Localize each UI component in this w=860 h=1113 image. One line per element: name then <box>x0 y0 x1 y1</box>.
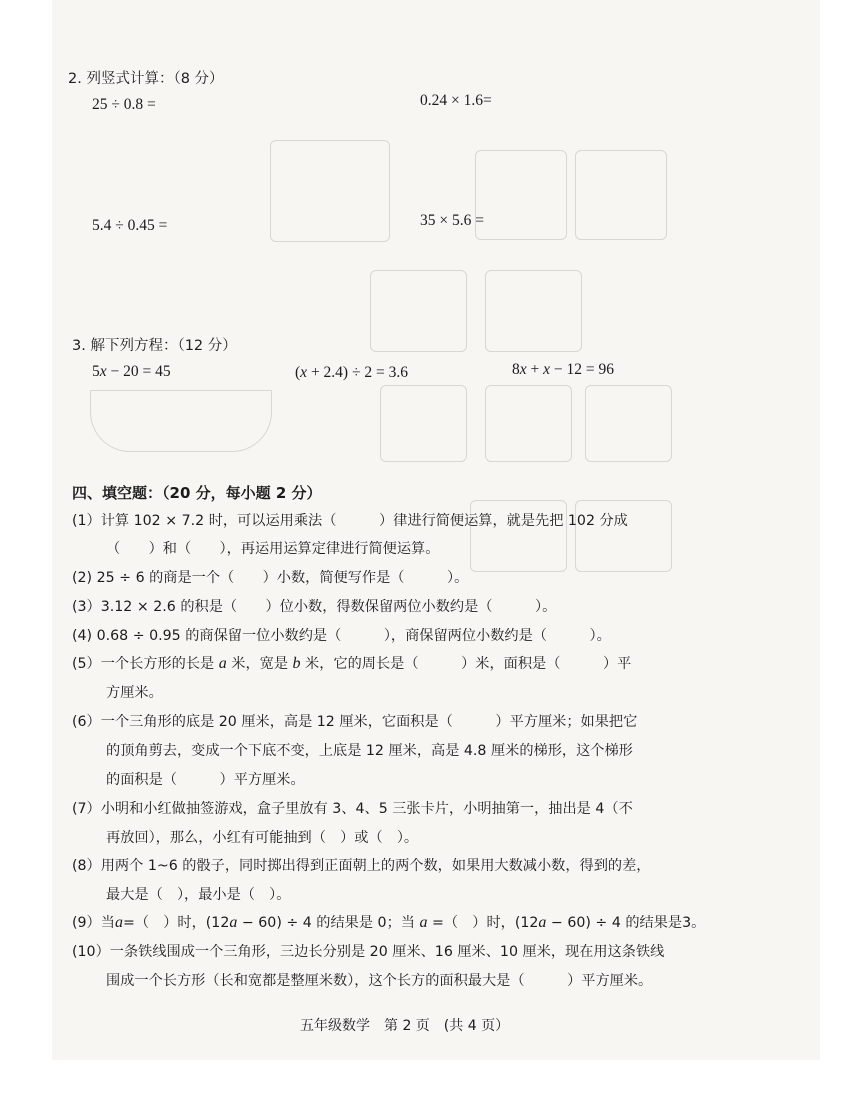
bleed-through-box <box>485 385 572 462</box>
q2-item-1: 25 ÷ 0.8 = <box>92 96 156 113</box>
q4-1-line-2: （ ）和（ ），再运用运算定律进行简便运算。 <box>106 541 440 557</box>
q3-heading: 3. 解下列方程：（12 分） <box>72 338 237 354</box>
q2-item-4: 35 × 5.6 = <box>420 212 484 229</box>
q4-3: (3）3.12 × 2.6 的积是（ ）位小数，得数保留两位小数约是（ ）。 <box>72 599 557 615</box>
q4-5-line-2: 方厘米。 <box>106 685 163 701</box>
q3-equation-1: 5x − 20 = 45 <box>92 363 171 380</box>
bleed-through-box <box>575 150 667 240</box>
q4-10-line-2: 围成一个长方形（长和宽都是整厘米数），这个长方的面积最大是（ ）平方厘米。 <box>106 973 653 989</box>
bleed-through-box <box>485 270 582 352</box>
q4-10-line-1: (10）一条铁线围成一个三角形，三边长分别是 20 厘米、16 厘米、10 厘米，现在用这条铁线 <box>72 944 665 960</box>
scan-margin <box>820 0 860 1113</box>
q3-equation-2: (x + 2.4) ÷ 2 = 3.6 <box>295 364 408 381</box>
q2-heading: 2. 列竖式计算：（8 分） <box>68 71 224 87</box>
bleed-through-box <box>585 385 672 462</box>
q4-4: (4) 0.68 ÷ 0.95 的商保留一位小数约是（ ），商保留两位小数约是（ ）。 <box>72 628 611 644</box>
bleed-through-shape <box>90 390 272 452</box>
q2-item-2: 0.24 × 1.6= <box>420 92 492 109</box>
q4-8-line-1: (8）用两个 1~6 的骰子，同时掷出得到正面朝上的两个数，如果用大数减小数，得到的差， <box>72 858 651 874</box>
page-footer: 五年级数学 第 2 页 (共 4 页） <box>300 1018 510 1034</box>
bleed-through-grid <box>270 140 390 242</box>
q4-6-line-1: (6）一个三角形的底是 20 厘米，高是 12 厘米，它面积是（ ）平方厘米；如果把它 <box>72 714 638 730</box>
scan-margin <box>0 1060 860 1113</box>
q4-6-line-2: 的顶角剪去，变成一个下底不变，上底是 12 厘米，高是 4.8 厘米的梯形，这个梯形 <box>106 743 633 759</box>
q4-8-line-2: 最大是（ ），最小是（ ）。 <box>106 887 291 903</box>
q4-1-line-1: (1）计算 102 × 7.2 时，可以运用乘法（ ）律进行简便运算，就是先把 102 分成 <box>72 513 628 529</box>
q2-item-3: 5.4 ÷ 0.45 = <box>92 217 168 234</box>
q4-9: (9）当a=（ ）时，(12a − 60) ÷ 4 的结果是 0；当 a =（ ）时，(12a − 60) ÷ 4 的结果是3。 <box>72 914 706 931</box>
q3-equation-3: 8x + x − 12 = 96 <box>512 361 615 378</box>
q4-7-line-2: 再放回），那么，小红有可能抽到（ ）或（ ）。 <box>106 830 419 846</box>
q4-6-line-3: 的面积是（ ）平方厘米。 <box>106 772 305 788</box>
q4-7-line-1: (7）小明和小红做抽签游戏，盒子里放有 3、4、5 三张卡片，小明抽第一，抽出是 4（不 <box>72 801 633 817</box>
q4-2: (2) 25 ÷ 6 的商是一个（ ）小数，简便写作是（ ）。 <box>72 570 469 586</box>
q4-5-line-1: (5）一个长方形的长是 a 米，宽是 b 米，它的周长是（ ）米，面积是（ ）平 <box>72 655 632 672</box>
section4-title: 四、填空题：（20 分，每小题 2 分） <box>72 484 322 502</box>
bleed-through-box <box>380 385 467 462</box>
scan-margin <box>0 0 52 1113</box>
bleed-through-box <box>475 150 567 240</box>
bleed-through-box <box>370 270 467 352</box>
